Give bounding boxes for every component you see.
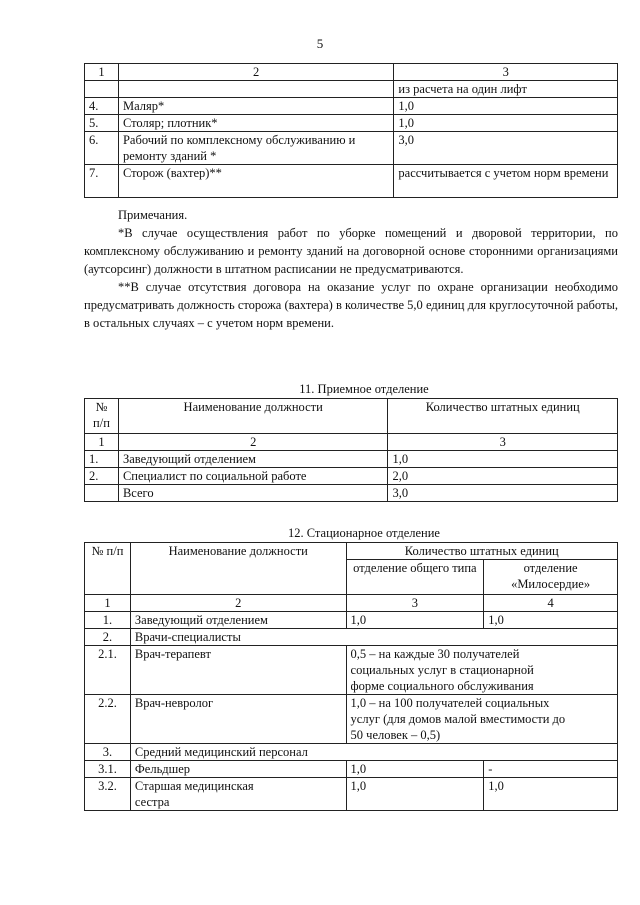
table-row bbox=[85, 468, 618, 485]
value-cell: - bbox=[484, 761, 618, 778]
table-row bbox=[85, 81, 618, 98]
position-cell: Врач-невролог bbox=[130, 695, 346, 744]
table-row bbox=[85, 451, 618, 468]
col-name-header: Наименование должности bbox=[130, 543, 346, 595]
value-cell: 1,0 bbox=[346, 778, 484, 811]
number-cell: 1. bbox=[85, 451, 119, 468]
position-cell: Старшая медицинская сестра bbox=[130, 778, 346, 811]
table-row bbox=[85, 115, 618, 132]
header-cell: 2 bbox=[118, 64, 393, 81]
number-cell: 3.1. bbox=[85, 761, 131, 778]
number-cell: 3. bbox=[85, 744, 131, 761]
position-cell: Специалист по социальной работе bbox=[118, 468, 387, 485]
col-name-header: Наименование должности bbox=[118, 399, 387, 434]
table-row bbox=[85, 132, 618, 165]
value-cell: 0,5 – на каждые 30 получателей социальных услуг в стационарной форме социального обслуживания bbox=[346, 646, 617, 695]
value-cell: 2,0 bbox=[388, 468, 618, 485]
value-cell: 1,0 bbox=[388, 451, 618, 468]
position-cell: Сторож (вахтер)** bbox=[118, 165, 393, 198]
position-cell: Заведующий отделением bbox=[118, 451, 387, 468]
index-cell: 3 bbox=[388, 434, 618, 451]
number-cell: 5. bbox=[85, 115, 119, 132]
table-row bbox=[85, 695, 618, 744]
index-cell: 2 bbox=[130, 595, 346, 612]
section-12-title: 12. Стационарное отделение bbox=[288, 526, 440, 540]
value-cell: рассчитывается с учетом норм времени bbox=[394, 165, 618, 198]
table-header-row bbox=[85, 64, 618, 81]
table-row bbox=[85, 165, 618, 198]
table-index-row bbox=[85, 434, 618, 451]
value-cell: 1,0 bbox=[394, 115, 618, 132]
col-number-header: № п/п bbox=[85, 399, 119, 434]
position-cell: Столяр; плотник* bbox=[118, 115, 393, 132]
number-cell: 2.1. bbox=[85, 646, 131, 695]
table-index-row bbox=[85, 595, 618, 612]
number-cell: 7. bbox=[85, 165, 119, 198]
value-cell: 1,0 bbox=[394, 98, 618, 115]
note-2: **В случае отсутствия договора на оказание услуг по охране организации необходимо предусматривать должность сторожа (вахтера) в количестве 5,0 единиц для круглосуточной работы, в остальных случаях – с учетом норм времени. bbox=[84, 280, 618, 330]
number-cell: 2.2. bbox=[85, 695, 131, 744]
table-row bbox=[85, 761, 618, 778]
inpatient-table bbox=[84, 542, 618, 811]
table-row bbox=[85, 612, 618, 629]
col-qty-header: Количество штатных единиц bbox=[388, 399, 618, 434]
position-cell: Маляр* bbox=[118, 98, 393, 115]
index-cell: 2 bbox=[118, 434, 387, 451]
number-cell: 4. bbox=[85, 98, 119, 115]
number-cell: 1. bbox=[85, 612, 131, 629]
col-mercy-header: отделение «Милосердие» bbox=[484, 560, 618, 595]
table-row bbox=[85, 98, 618, 115]
table-header-row bbox=[85, 543, 618, 560]
col-qty-header: Количество штатных единиц bbox=[346, 543, 617, 560]
position-cell: Заведующий отделением bbox=[130, 612, 346, 629]
number-cell: 6. bbox=[85, 132, 119, 165]
value-cell: 3,0 bbox=[394, 132, 618, 165]
value-cell: из расчета на один лифт bbox=[394, 81, 618, 98]
table-row bbox=[85, 629, 618, 646]
value-cell: 1,0 – на 100 получателей социальных услуг (для домов малой вместимости до 50 человек – 0,5) bbox=[346, 695, 617, 744]
value-cell: 1,0 bbox=[346, 612, 484, 629]
table-row bbox=[85, 744, 618, 761]
staff-table-continued bbox=[84, 63, 618, 198]
reception-table bbox=[84, 398, 618, 502]
note-1: *В случае осуществления работ по уборке помещений и дворовой территории, по комплексному обслуживанию и ремонту зданий на договорной основе сторонними организациями (аутсорсинг) должности в штатном расписании не предусматриваются. bbox=[84, 226, 618, 276]
position-cell: Врач-терапевт bbox=[130, 646, 346, 695]
table-row bbox=[85, 778, 618, 811]
col-general-header: отделение общего типа bbox=[346, 560, 484, 595]
section-11-title: 11. Приемное отделение bbox=[299, 382, 429, 396]
col-number-header: № п/п bbox=[85, 543, 131, 595]
value-cell: 1,0 bbox=[484, 778, 618, 811]
notes-title: Примечания. bbox=[118, 208, 188, 222]
header-cell: 3 bbox=[394, 64, 618, 81]
position-cell: Всего bbox=[118, 485, 387, 502]
index-cell: 1 bbox=[85, 434, 119, 451]
index-cell: 4 bbox=[484, 595, 618, 612]
number-cell bbox=[85, 485, 119, 502]
table-row bbox=[85, 485, 618, 502]
number-cell: 2. bbox=[85, 629, 131, 646]
group-cell: Средний медицинский персонал bbox=[130, 744, 617, 761]
number-cell: 3.2. bbox=[85, 778, 131, 811]
table-header-row bbox=[85, 399, 618, 434]
table-row bbox=[85, 646, 618, 695]
index-cell: 3 bbox=[346, 595, 484, 612]
value-cell: 3,0 bbox=[388, 485, 618, 502]
value-cell: 1,0 bbox=[484, 612, 618, 629]
index-cell: 1 bbox=[85, 595, 131, 612]
position-cell: Фельдшер bbox=[130, 761, 346, 778]
notes-block bbox=[84, 224, 618, 332]
header-cell: 1 bbox=[85, 64, 119, 81]
position-cell: Рабочий по комплексному обслуживанию и ремонту зданий * bbox=[118, 132, 393, 165]
group-cell: Врачи-специалисты bbox=[130, 629, 617, 646]
value-cell: 1,0 bbox=[346, 761, 484, 778]
number-cell: 2. bbox=[85, 468, 119, 485]
page-number: 5 bbox=[316, 36, 324, 51]
